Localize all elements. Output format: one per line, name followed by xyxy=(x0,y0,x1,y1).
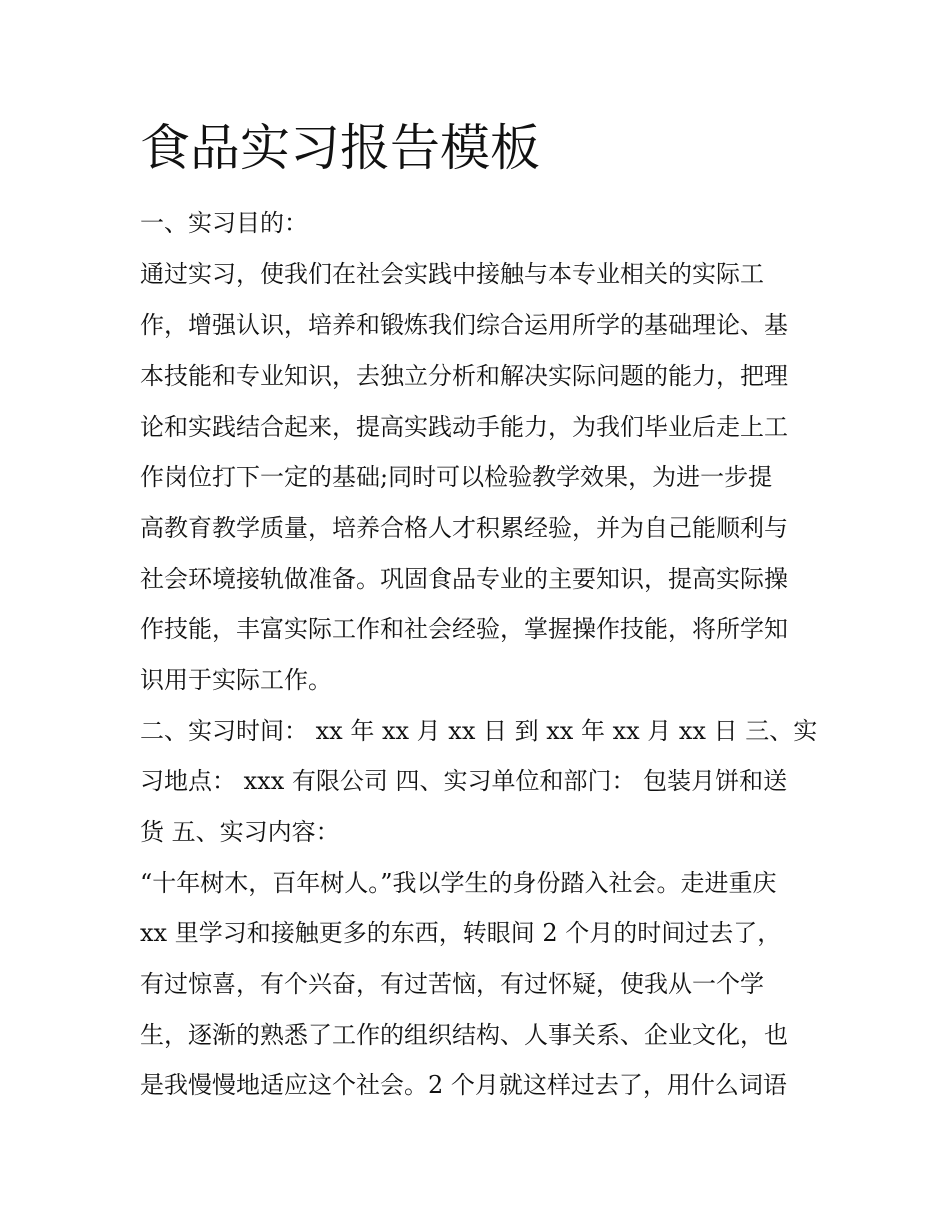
text-line-5: 论和实践结合起来，提高实践动手能力，为我们毕业后走上工 xyxy=(140,413,788,441)
text-line-16: 有过惊喜，有个兴奋，有过苦恼，有过怀疑，使我从一个学 xyxy=(140,970,764,998)
text-line-2: 通过实习，使我们在社会实践中接触与本专业相关的实际工 xyxy=(140,260,764,288)
text-line-12: 习地点： xxx 有限公司 四、实习单位和部门： 包装月饼和送 xyxy=(140,767,788,795)
text-line-13: 货 五、实习内容： xyxy=(140,818,340,846)
text-line-1: 一、实习目的： xyxy=(140,209,308,237)
document-title: 食品实习报告模板 xyxy=(140,119,540,177)
text-line-8: 社会环境接轨做准备。巩固食品专业的主要知识，提高实际操 xyxy=(140,565,788,593)
text-line-6: 作岗位打下一定的基础;同时可以检验教学效果，为进一步提 xyxy=(140,463,773,491)
text-line-15: xx 里学习和接触更多的东西，转眼间 2 个月的时间过去了， xyxy=(140,919,782,947)
text-line-9: 作技能，丰富实际工作和社会经验，掌握操作技能，将所学知 xyxy=(140,615,788,643)
text-line-4: 本技能和专业知识，去独立分析和解决实际问题的能力，把理 xyxy=(140,362,788,390)
text-line-14: “十年树木，百年树人。”我以学生的身份踏入社会。走进重庆 xyxy=(140,869,777,897)
text-line-18: 是我慢慢地适应这个社会。2 个月就这样过去了，用什么词语 xyxy=(140,1071,787,1099)
text-line-17: 生，逐渐的熟悉了工作的组织结构、人事关系、企业文化，也 xyxy=(140,1021,788,1049)
text-line-7: 高教育教学质量，培养合格人才积累经验，并为自己能顺利与 xyxy=(140,514,788,542)
text-line-3: 作，增强认识，培养和锻炼我们综合运用所学的基础理论、基 xyxy=(140,311,788,339)
text-line-11: 二、实习时间： xx 年 xx 月 xx 日 到 xx 年 xx 月 xx 日 三、实 xyxy=(140,717,818,745)
text-line-10: 识用于实际工作。 xyxy=(140,666,332,694)
